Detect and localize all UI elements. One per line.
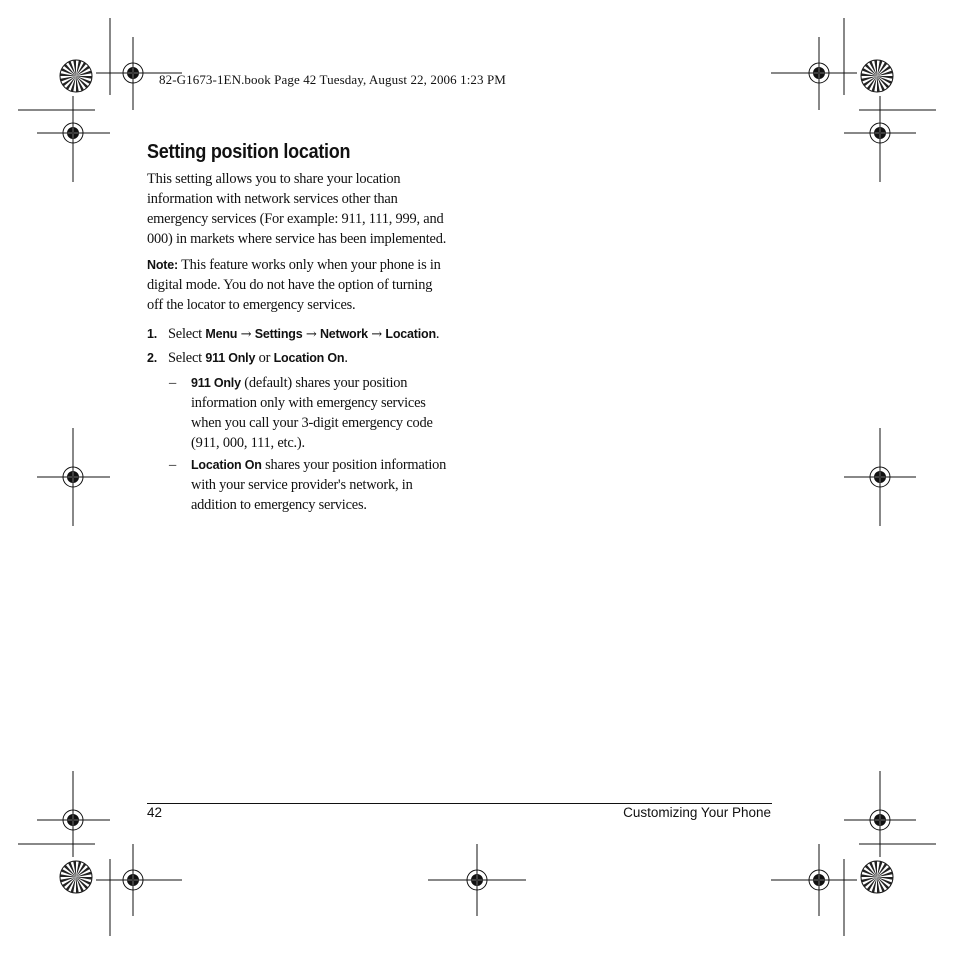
option-location-on: Location On bbox=[273, 351, 345, 365]
step-number: 2. bbox=[147, 351, 158, 365]
option-text: (default) shares your position information only with emergency services when you call your 3-digit emergency code (911, 000, 111, etc.). bbox=[191, 375, 433, 451]
star-target-icon bbox=[861, 60, 893, 92]
star-target-icon bbox=[60, 60, 92, 92]
option-name: 911 Only bbox=[191, 376, 241, 390]
settings-key: Settings bbox=[254, 327, 303, 341]
select-word: Select bbox=[168, 326, 202, 342]
star-target-icon bbox=[861, 861, 893, 893]
step-1 bbox=[147, 325, 447, 344]
option-text: shares your position information with your service provider's network, in addition to emergency services. bbox=[191, 457, 447, 513]
option-desc-911-only bbox=[147, 373, 447, 453]
right-arrow-icon: → bbox=[240, 327, 252, 342]
right-arrow-icon: → bbox=[371, 327, 382, 342]
menu-key: Menu bbox=[205, 327, 238, 341]
footer-rule bbox=[147, 803, 772, 804]
page-number: 42 bbox=[147, 805, 163, 820]
option-desc-location-on bbox=[147, 455, 447, 515]
intro-paragraph: This setting allows you to share your location information with network services other than emergency services (For example: 911, 111, 999, and 000) in markets where service has been implemented. bbox=[147, 171, 447, 247]
option-911-only: 911 Only bbox=[205, 351, 256, 365]
or-word: or bbox=[258, 350, 271, 366]
step-2 bbox=[147, 349, 447, 368]
step-end: . bbox=[435, 326, 440, 342]
dash-bullet: – bbox=[169, 457, 176, 473]
footer-chapter-title: Customizing Your Phone bbox=[623, 805, 771, 820]
option-name: Location On bbox=[191, 458, 262, 472]
step-end: . bbox=[344, 350, 348, 366]
book-slug-line: 82-G1673-1EN.book Page 42 Tuesday, August 22, 2006 1:23 PM bbox=[159, 72, 506, 87]
note-paragraph bbox=[147, 255, 447, 315]
location-key: Location bbox=[385, 327, 436, 341]
note-text: This feature works only when your phone is in digital mode. You do not have the option of turning off the locator to emergency services. bbox=[147, 257, 441, 313]
star-target-icon bbox=[60, 861, 92, 893]
step-number: 1. bbox=[147, 327, 158, 341]
page-content bbox=[147, 141, 447, 517]
right-arrow-icon: → bbox=[305, 327, 317, 342]
network-key: Network bbox=[319, 327, 368, 341]
note-label: Note: bbox=[147, 258, 178, 272]
select-word: Select bbox=[168, 350, 202, 366]
dash-bullet: – bbox=[169, 375, 176, 391]
page-title: Setting position location bbox=[147, 141, 351, 163]
